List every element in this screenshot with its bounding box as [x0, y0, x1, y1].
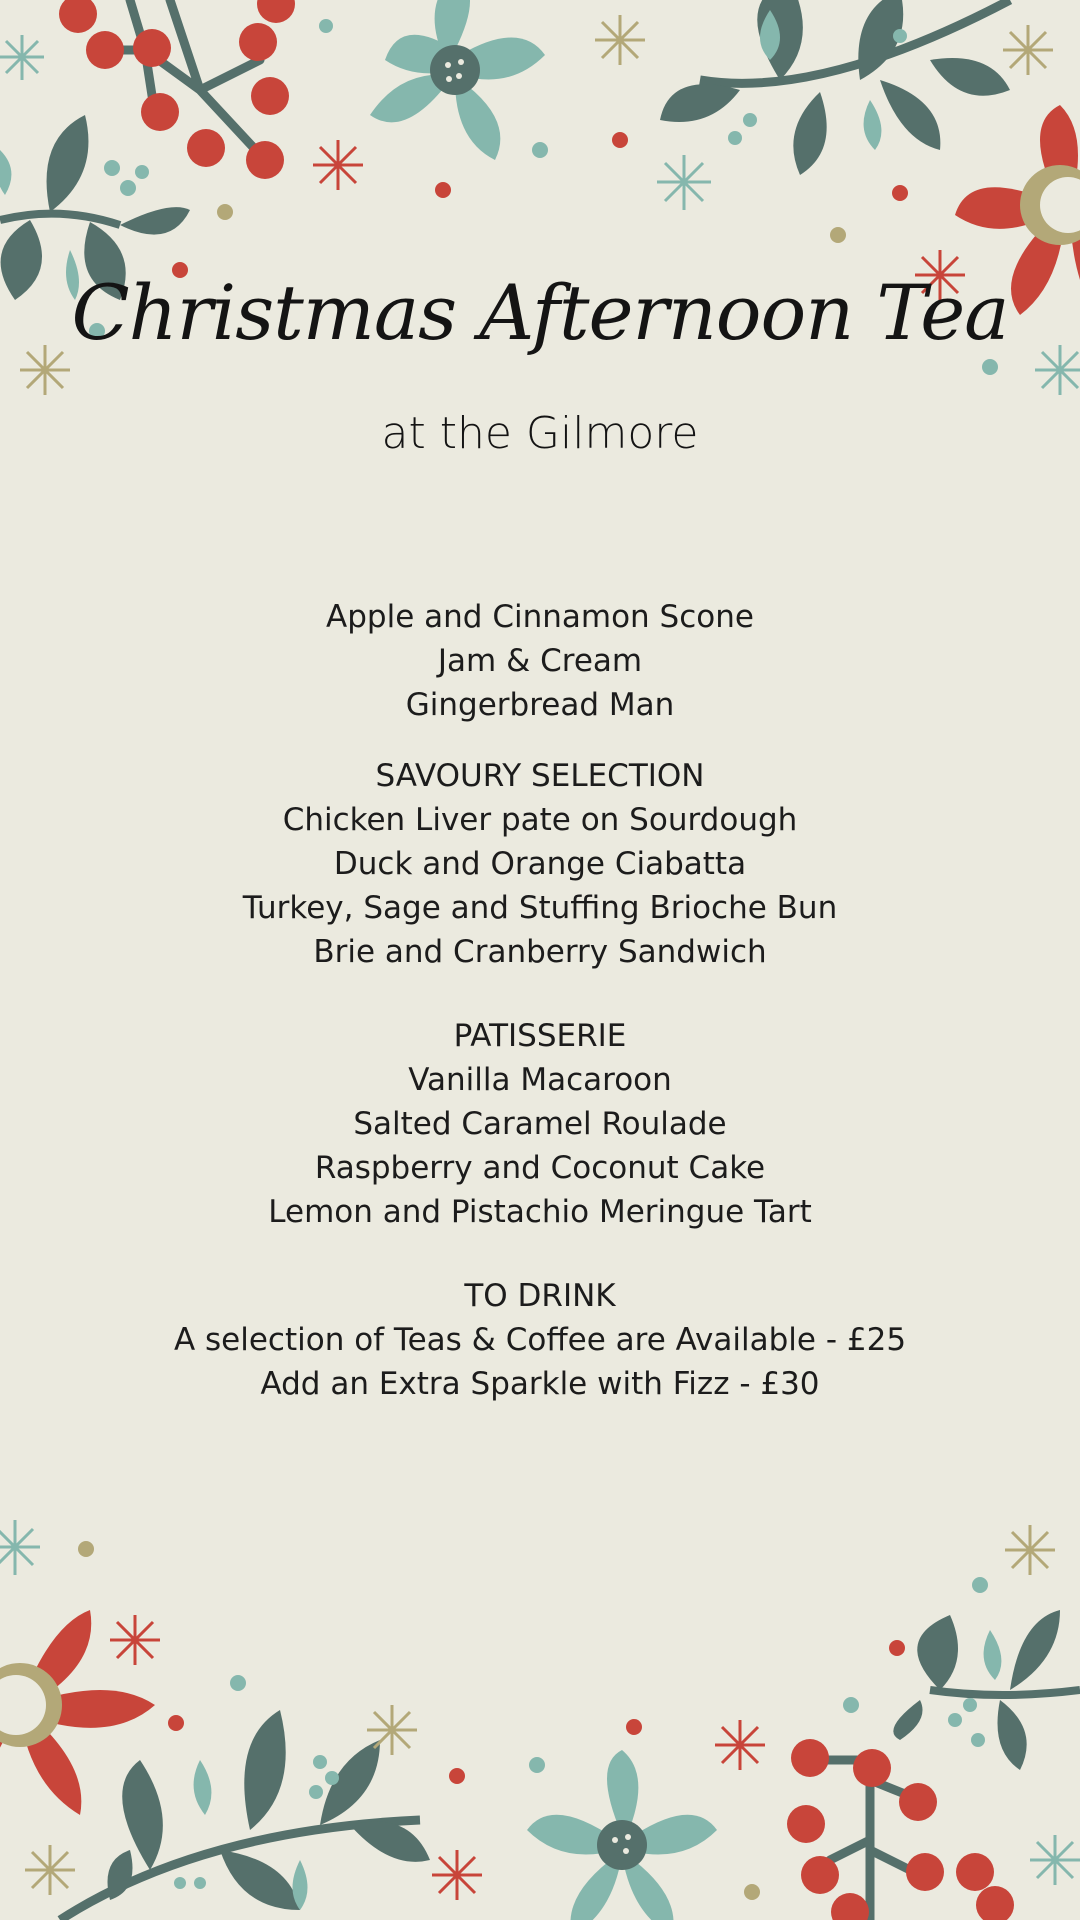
page-title: Christmas Afternoon Tea [71, 268, 1009, 357]
menu-section-sweet [0, 595, 1080, 727]
menu-section-drinks [0, 1274, 1080, 1406]
menu-item: Apple and Cinnamon Scone [326, 599, 754, 635]
page-subtitle: at the Gilmore [381, 408, 699, 459]
holly-branch-icon [60, 1710, 430, 1920]
menu-item: Turkey, Sage and Stuffing Brioche Bun [242, 890, 838, 926]
menu-item: Chicken Liver pate on Sourdough [282, 802, 798, 838]
menu-item: Brie and Cranberry Sandwich [313, 934, 767, 970]
menu-item: Raspberry and Coconut Cake [314, 1150, 766, 1186]
poinsettia-flower-icon [527, 1750, 717, 1920]
berry-cluster-icon [59, 0, 295, 179]
holly-branch-icon [893, 1610, 1080, 1770]
poinsettia-flower-icon [370, 0, 545, 160]
berry-cluster-icon [787, 1739, 1014, 1920]
section-heading: TO DRINK [464, 1278, 616, 1314]
section-heading: SAVOURY SELECTION [375, 758, 705, 794]
menu-list [0, 595, 1080, 1433]
section-heading: PATISSERIE [453, 1018, 627, 1054]
menu-section-patisserie [0, 1014, 1080, 1234]
menu-item: Vanilla Macaroon [408, 1062, 672, 1098]
menu-item: Duck and Orange Ciabatta [333, 846, 747, 882]
menu-item: A selection of Teas & Coffee are Available - £25 [173, 1322, 907, 1358]
menu-item: Lemon and Pistachio Meringue Tart [268, 1194, 812, 1230]
menu-item: Add an Extra Sparkle with Fizz - £30 [260, 1366, 820, 1402]
menu-section-savoury [0, 754, 1080, 974]
menu-item: Gingerbread Man [405, 687, 675, 723]
menu-item: Jam & Cream [437, 643, 643, 679]
holly-branch-icon [660, 0, 1010, 175]
menu-item: Salted Caramel Roulade [353, 1106, 727, 1142]
